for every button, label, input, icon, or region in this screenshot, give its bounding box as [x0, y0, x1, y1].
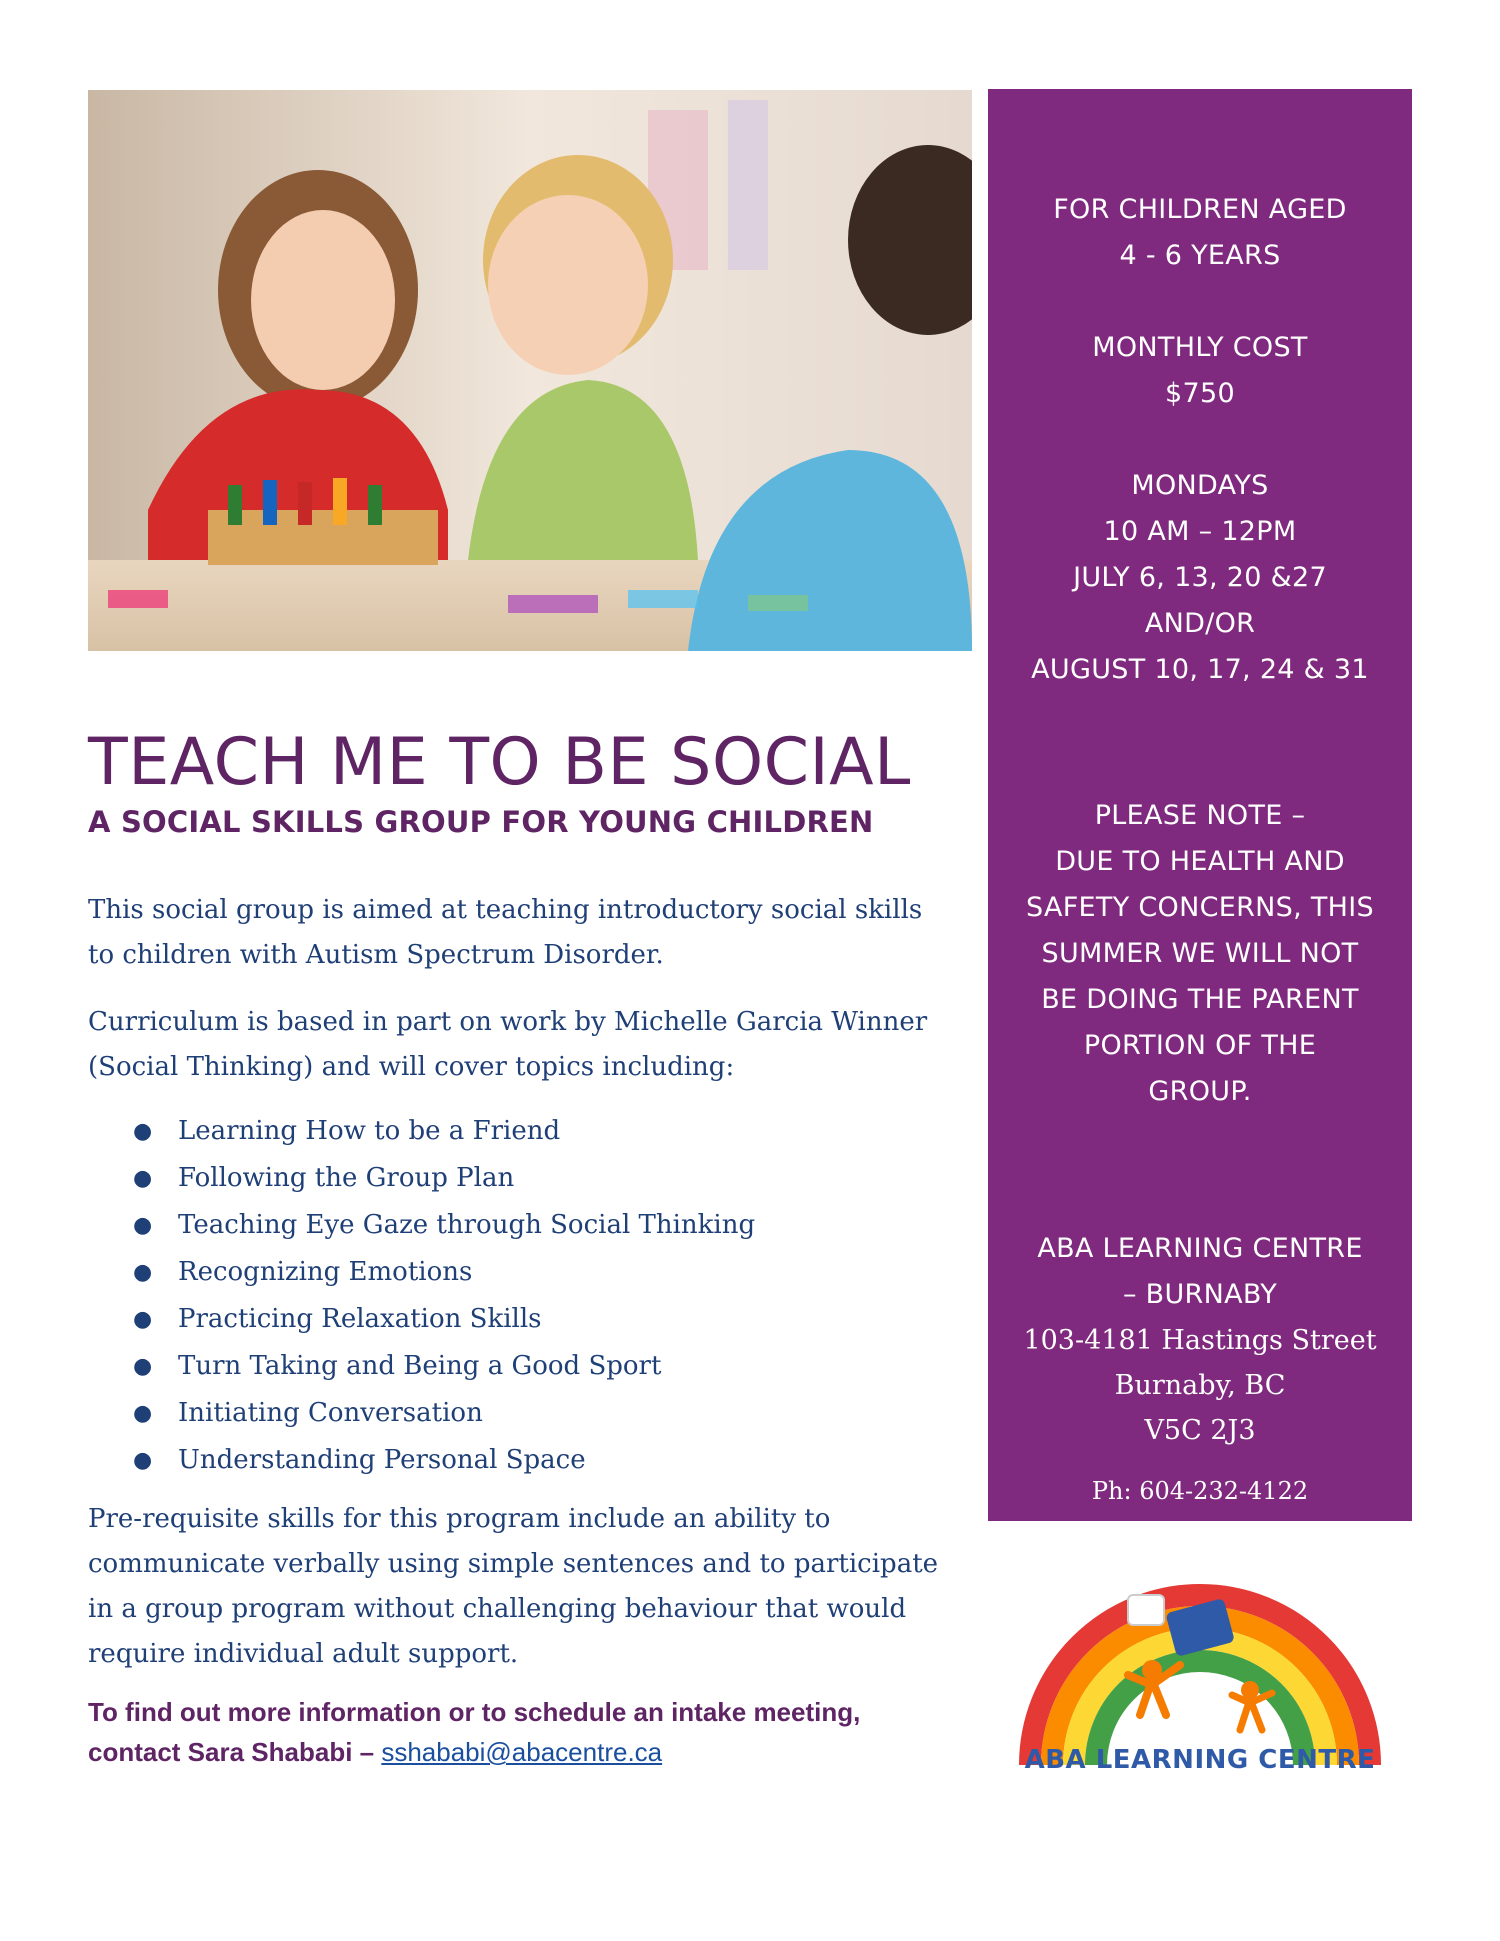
topic-text: Following the Group Plan [178, 1163, 515, 1193]
prerequisite-paragraph [88, 1497, 968, 1677]
please-note [988, 793, 1412, 1115]
note-line: DUE TO HEALTH AND [1055, 846, 1345, 877]
address [988, 1318, 1412, 1453]
centre-line: ABA LEARNING CENTRE [1037, 1233, 1363, 1264]
email-link[interactable]: sshababi@abacentre.ca [381, 1737, 663, 1767]
contact-name: contact Sara Shababi – [88, 1737, 382, 1767]
topics-list [88, 1108, 755, 1484]
monthly-cost [988, 325, 1412, 417]
age-range [988, 187, 1412, 279]
children-playing-photo [88, 90, 972, 651]
schedule-line: 10 AM – 12PM [1103, 516, 1297, 547]
curriculum-line: (Social Thinking) and will cover topics including: [88, 1052, 735, 1082]
list-item [88, 1296, 755, 1343]
address-line: Burnaby, BC [1114, 1370, 1286, 1401]
topic-text: Learning How to be a Friend [178, 1116, 561, 1146]
curriculum-paragraph [88, 1000, 968, 1090]
contact-info [88, 1692, 860, 1772]
page-title: TEACH ME TO BE SOCIAL [88, 725, 911, 800]
address-line: 103-4181 Hastings Street [1023, 1325, 1377, 1356]
centre-name [988, 1226, 1412, 1318]
note-line: BE DOING THE PARENT [1041, 984, 1359, 1015]
centre-line: – BURNABY [1122, 1279, 1278, 1310]
logo-text: ABA LEARNING CENTRE [1024, 1745, 1376, 1775]
bullet-icon: ● [133, 1448, 153, 1473]
page-subtitle: A SOCIAL SKILLS GROUP FOR YOUNG CHILDREN [88, 805, 874, 839]
topic-text: Teaching Eye Gaze through Social Thinking [178, 1210, 756, 1240]
list-item [88, 1437, 755, 1484]
schedule-line: AUGUST 10, 17, 24 & 31 [1031, 654, 1369, 685]
schedule-line: JULY 6, 13, 20 &27 [1073, 562, 1327, 593]
topic-text: Initiating Conversation [178, 1398, 483, 1428]
intro-line: to children with Autism Spectrum Disorder. [88, 940, 664, 970]
topic-text: Practicing Relaxation Skills [178, 1304, 542, 1334]
intro-line: This social group is aimed at teaching introductory social skills [88, 895, 923, 925]
note-line: GROUP. [1148, 1076, 1252, 1107]
topic-text: Understanding Personal Space [178, 1445, 586, 1475]
list-item [88, 1343, 755, 1390]
note-line: PLEASE NOTE – [1094, 800, 1306, 831]
prereq-line: in a group program without challenging behaviour that would [88, 1594, 907, 1624]
contact-line: To find out more information or to schedule an intake meeting, [88, 1697, 861, 1727]
address-line: V5C 2J3 [1144, 1415, 1256, 1446]
cost-value: $750 [1165, 378, 1235, 409]
bullet-icon: ● [133, 1166, 153, 1191]
bullet-icon: ● [133, 1307, 153, 1332]
bullet-icon: ● [133, 1354, 153, 1379]
prereq-line: Pre-requisite skills for this program include an ability to [88, 1504, 831, 1534]
note-line: PORTION OF THE [1083, 1030, 1317, 1061]
phone: Ph: 604-232-4122 [1091, 1477, 1309, 1505]
note-line: SAFETY CONCERNS, THIS [1026, 892, 1374, 923]
list-item [88, 1390, 755, 1437]
prereq-line: communicate verbally using simple sentences and to participate [88, 1549, 939, 1579]
note-line: SUMMER WE WILL NOT [1041, 938, 1359, 969]
age-value: 4 - 6 YEARS [1119, 240, 1281, 271]
cost-label: MONTHLY COST [1092, 332, 1308, 363]
age-line: FOR CHILDREN AGED [1053, 194, 1347, 225]
list-item [88, 1108, 755, 1155]
prereq-line: require individual adult support. [88, 1639, 519, 1669]
list-item [88, 1202, 755, 1249]
intro-paragraph [88, 888, 968, 978]
bullet-icon: ● [133, 1213, 153, 1238]
schedule-line: AND/OR [1144, 608, 1256, 639]
list-item [88, 1155, 755, 1202]
schedule-line: MONDAYS [1131, 470, 1269, 501]
list-item [88, 1249, 755, 1296]
schedule [988, 463, 1412, 693]
bullet-icon: ● [133, 1260, 153, 1285]
topic-text: Turn Taking and Being a Good Sport [178, 1351, 662, 1381]
bullet-icon: ● [133, 1119, 153, 1144]
curriculum-line: Curriculum is based in part on work by Michelle Garcia Winner [88, 1007, 928, 1037]
contact-line [88, 1732, 860, 1772]
info-panel [988, 89, 1412, 1521]
bullet-icon: ● [133, 1401, 153, 1426]
topic-text: Recognizing Emotions [178, 1257, 473, 1287]
